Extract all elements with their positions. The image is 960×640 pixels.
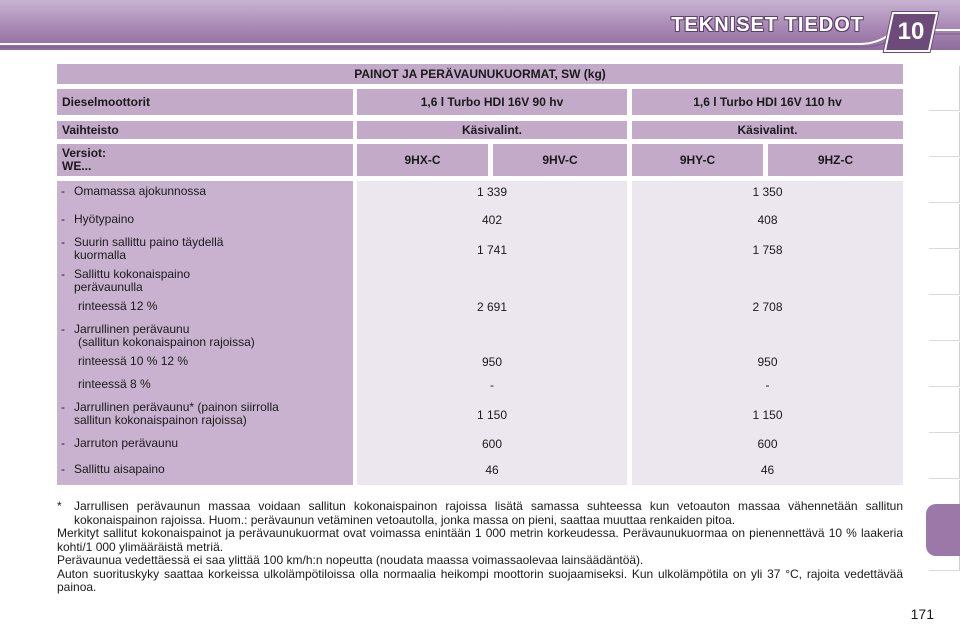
row-label: Jarrullinen perävaunu bbox=[74, 322, 190, 336]
chapter-tab[interactable] bbox=[929, 204, 960, 249]
footnote bbox=[57, 500, 903, 527]
chapter-tab[interactable] bbox=[929, 434, 960, 479]
engine-110hv: 1,6 l Turbo HDI 16V 110 hv bbox=[632, 89, 903, 115]
row-label: Jarrullinen perävaunu* (painon siirrolla bbox=[74, 400, 279, 414]
note-speed: Perävaunua vedettäessä ei saa ylittää 100 km/h:n nopeutta (noudata maassa voimassaolevaa lainsäädäntöä). bbox=[57, 553, 644, 567]
chapter-tab[interactable] bbox=[929, 112, 960, 157]
chapter-tab[interactable] bbox=[929, 66, 960, 111]
row-label-continued: sallitun kokonaispainon rajoissa) bbox=[74, 413, 247, 427]
chapter-tab-active[interactable] bbox=[926, 504, 960, 556]
row-value-b: 1 350 bbox=[752, 185, 783, 199]
versions-row bbox=[57, 144, 903, 176]
row-label: Jarruton perävaunu bbox=[74, 436, 179, 450]
row-label: Omamassa ajokunnossa bbox=[74, 184, 207, 198]
row-value-a: - bbox=[490, 378, 494, 392]
version-9hx-c: 9HX-C bbox=[357, 144, 488, 176]
row-value-b: 950 bbox=[757, 355, 778, 369]
row-value-a: 1 150 bbox=[476, 408, 508, 422]
chapter-tabs bbox=[926, 66, 960, 572]
row-value-a: 46 bbox=[485, 463, 499, 477]
versions-label-line2: WE... bbox=[62, 159, 92, 173]
page-number: 171 bbox=[910, 606, 934, 622]
row-value-b: - bbox=[765, 378, 770, 392]
gearbox-row bbox=[57, 121, 903, 139]
row-dash: - bbox=[61, 400, 65, 414]
footnote-text: Jarrullisen perävaunun massaa voidaan sallitun kokonaispainon rajoissa lisätä samassa suhteessa kun vetoauton massaa vähennetään sallitun kokonaispainon rajoissa. Huom.: perävaunun vetäminen vetoautolla, jonka massa on pieni, saattaa muuttaa renkaiden pitoa. bbox=[74, 499, 903, 527]
chapter-tab[interactable] bbox=[929, 250, 960, 295]
version-9hv-c: 9HV-C bbox=[493, 144, 627, 176]
row-label: Hyötypaino bbox=[74, 212, 135, 226]
row-label: rinteessä 12 % bbox=[78, 299, 158, 313]
version-9hy-c: 9HY-C bbox=[632, 144, 763, 176]
footnote-star: * bbox=[57, 499, 62, 513]
row-value-b: 46 bbox=[760, 463, 775, 477]
row-label: Suurin sallittu paino täydellä bbox=[74, 235, 224, 249]
row-dash: - bbox=[61, 184, 65, 198]
row-label: Sallittu aisapaino bbox=[74, 462, 165, 476]
row-label-continued: (sallitun kokonaispainon rajoissa) bbox=[78, 335, 255, 349]
table-title: PAINOT JA PERÄVAUNUKUORMAT, SW (kg) bbox=[354, 67, 606, 81]
engine-label: Dieselmoottorit bbox=[57, 89, 353, 115]
row-value-b: 600 bbox=[757, 437, 778, 451]
chapter-tab[interactable] bbox=[929, 296, 960, 341]
note-temperature: Auton suorituskyky saattaa korkeissa ulkolämpötiloissa olla normaalia heikompi moottorin suojaamiseksi. Kun ulkolämpötila on yli 37 °C, rajoita vedettävää painoa. bbox=[57, 566, 903, 594]
row-label-continued: kuormalla bbox=[74, 248, 127, 262]
chapter-number: 10 bbox=[897, 18, 925, 45]
engine-90hv: 1,6 l Turbo HDI 16V 90 hv bbox=[357, 89, 627, 115]
row-dash: - bbox=[61, 235, 65, 249]
row-label: rinteessä 8 % bbox=[78, 377, 151, 391]
row-value-b: 1 150 bbox=[752, 408, 783, 422]
chapter-tab[interactable] bbox=[929, 158, 960, 203]
row-dash: - bbox=[61, 322, 65, 336]
row-dash: - bbox=[61, 436, 65, 450]
row-value-a: 950 bbox=[481, 355, 503, 369]
row-label: Sallittu kokonaispaino bbox=[74, 267, 191, 281]
note-altitude: Merkityt sallitut kokonaispainot ja perävaunukuormat ovat voimassa enintään 1 000 metrin korkeudessa. Perävaunukuormaa on pienennettävä 10 % laakeria kohti/1 000 ylimääräistä metriä. bbox=[57, 526, 903, 554]
row-value-a: 2 691 bbox=[476, 300, 508, 314]
row-dash: - bbox=[61, 462, 65, 476]
chapter-title: TEKNISET TIEDOT bbox=[671, 14, 864, 36]
gearbox-label: Vaihteisto bbox=[57, 121, 353, 139]
chapter-tab[interactable] bbox=[929, 342, 960, 387]
engine-row bbox=[57, 89, 903, 115]
row-value-b: 2 708 bbox=[752, 300, 783, 314]
row-value-a: 1 741 bbox=[476, 243, 508, 257]
versions-label-line1: Versiot: bbox=[62, 146, 107, 160]
gearbox-a: Käsivalint. bbox=[357, 121, 627, 139]
notes-section bbox=[57, 500, 903, 595]
row-value-a: 402 bbox=[481, 213, 503, 227]
row-value-a: 600 bbox=[481, 437, 503, 451]
gearbox-b: Käsivalint. bbox=[632, 121, 903, 139]
row-dash: - bbox=[61, 267, 65, 281]
row-label-continued: perävaunulla bbox=[74, 280, 143, 294]
chapter-tab[interactable] bbox=[929, 388, 960, 433]
row-value-a: 1 339 bbox=[476, 185, 508, 199]
row-value-b: 1 758 bbox=[752, 243, 783, 257]
table-title-row bbox=[57, 64, 903, 84]
chapter-number-badge bbox=[884, 12, 939, 52]
row-label: rinteessä 10 % 12 % bbox=[78, 354, 189, 368]
version-9hz-c: 9HZ-C bbox=[768, 144, 903, 176]
row-dash: - bbox=[61, 212, 65, 226]
row-value-b: 408 bbox=[757, 213, 778, 227]
versions-label bbox=[57, 144, 353, 176]
